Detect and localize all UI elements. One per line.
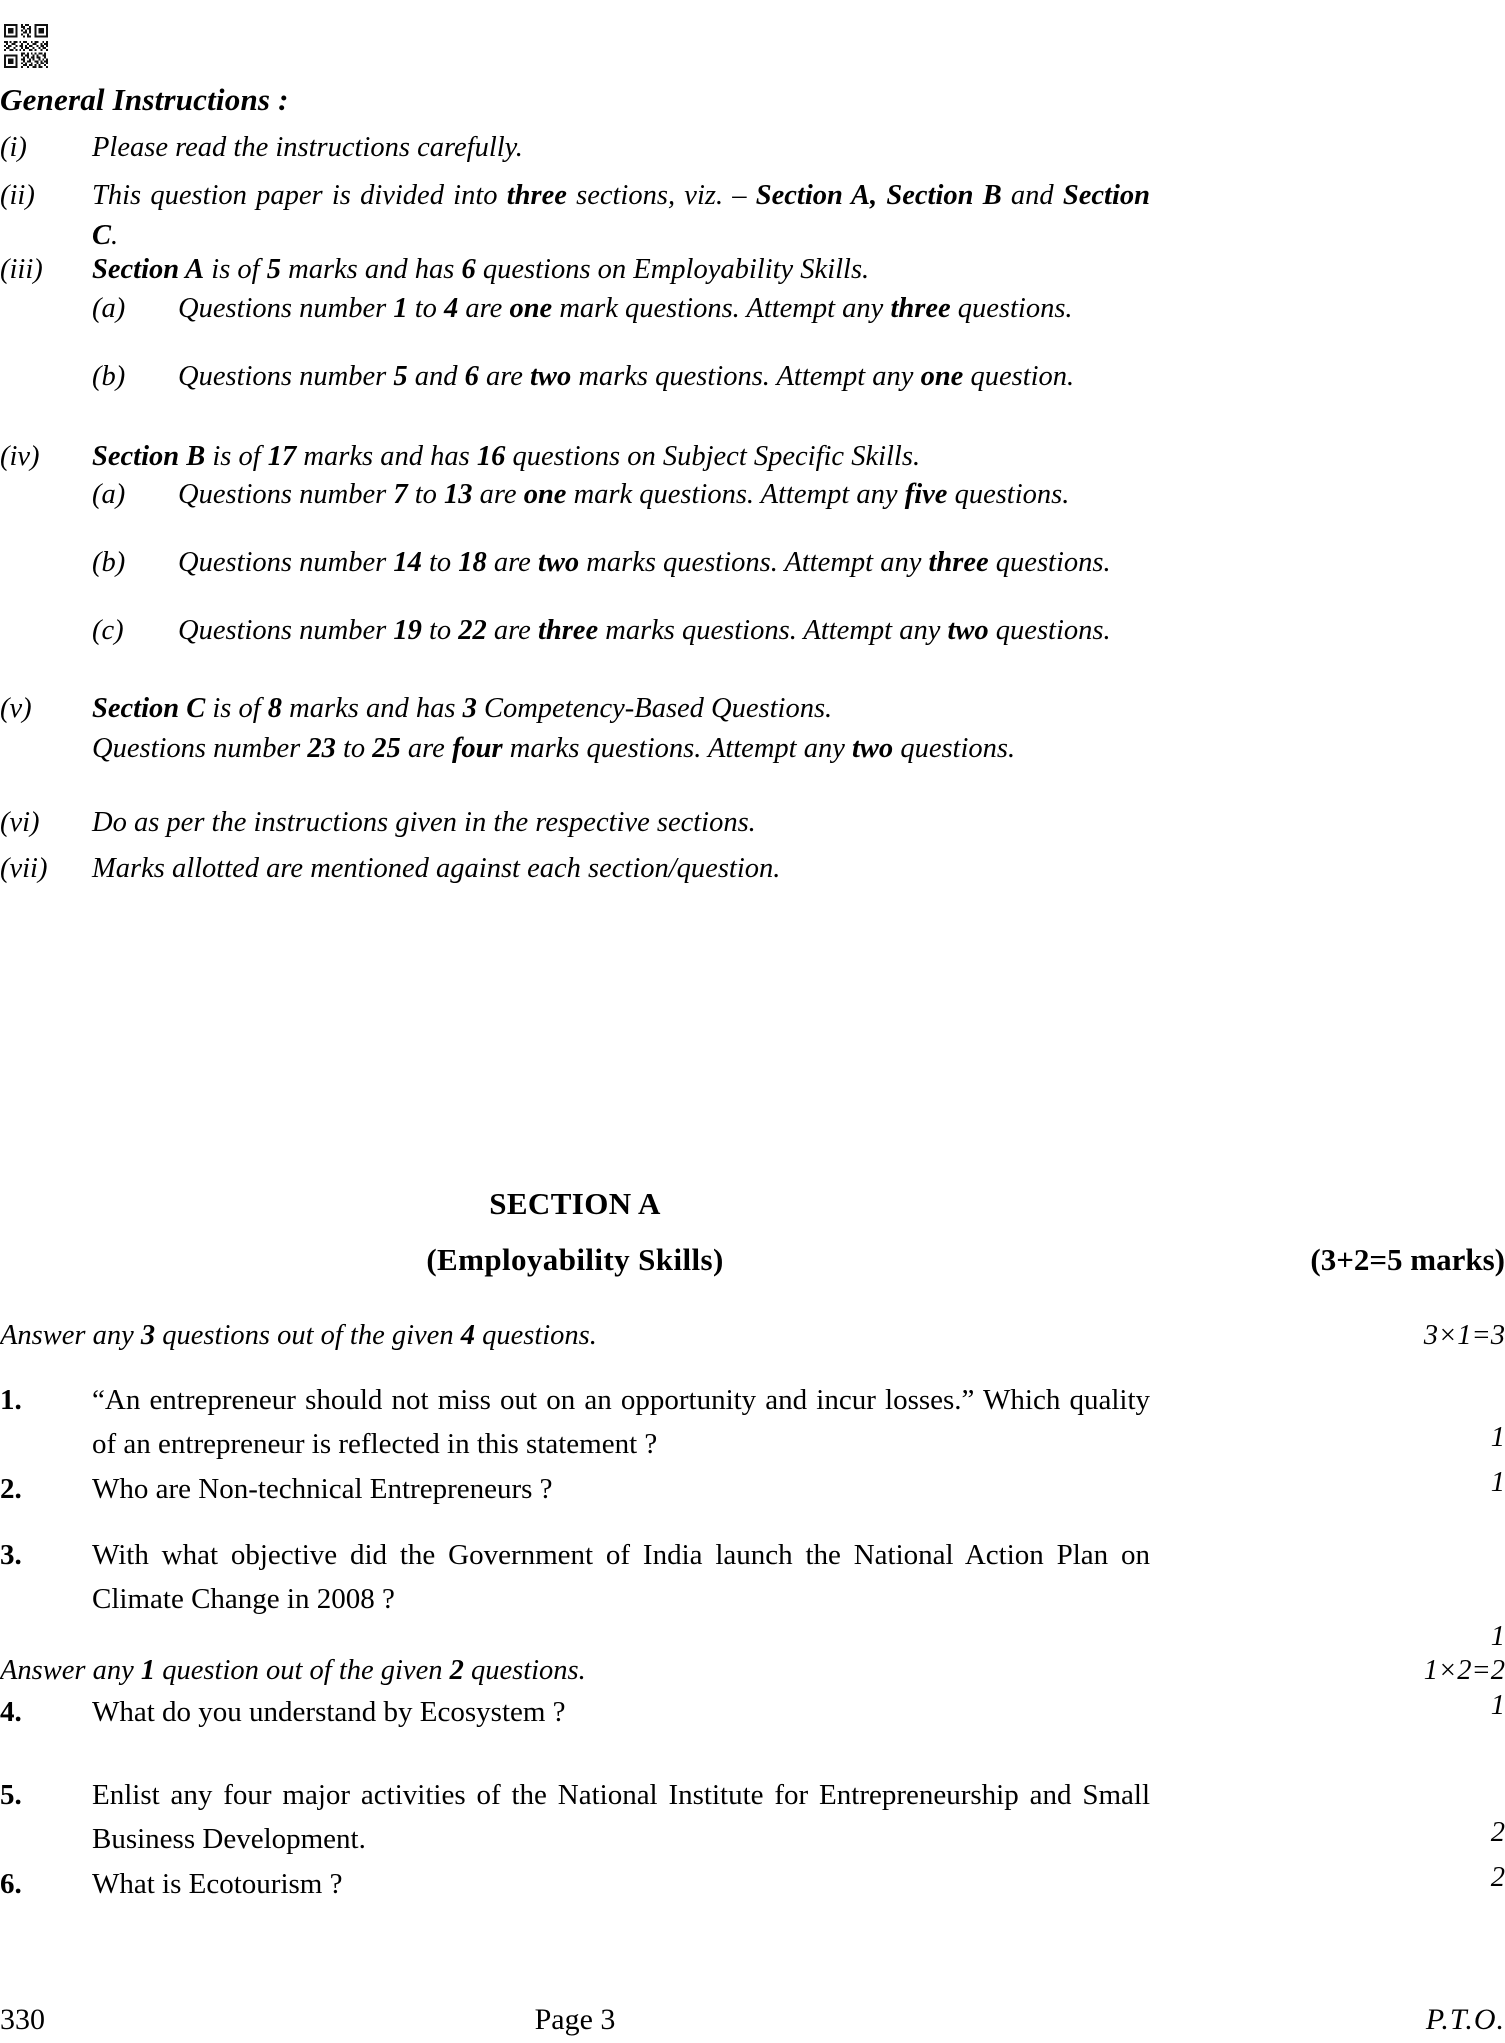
instruction-marker: (c) bbox=[92, 615, 124, 646]
instruction-marker: (b) bbox=[92, 547, 126, 578]
question-marks: 1 bbox=[1490, 1467, 1505, 1498]
instruction-item bbox=[92, 289, 1150, 329]
qr-code-icon bbox=[2, 22, 50, 70]
answer-weight: 1×2=2 bbox=[1423, 1655, 1505, 1686]
question-number: 1. bbox=[0, 1384, 22, 1416]
question-number: 2. bbox=[0, 1473, 22, 1505]
instruction-item bbox=[0, 128, 1150, 168]
instruction-marker: (b) bbox=[92, 361, 126, 392]
instruction-marker: (a) bbox=[92, 479, 126, 510]
instruction-item bbox=[0, 176, 1150, 256]
footer-page-number: Page 3 bbox=[534, 2003, 616, 2036]
instruction-text: This question paper is divided into three sections, viz. – Section A, Section B and Section C. bbox=[92, 180, 1150, 251]
question-text: “An entrepreneur should not miss out on an opportunity and incur losses.” Which quality of an entrepreneur is reflected in this statement ? bbox=[92, 1384, 1150, 1460]
instruction-item bbox=[0, 689, 1150, 769]
question-text: Who are Non-technical Entrepreneurs ? bbox=[92, 1473, 553, 1505]
question-marks: 1 bbox=[1490, 1621, 1505, 1652]
instruction-item bbox=[92, 611, 1150, 651]
instruction-marker: (a) bbox=[92, 293, 126, 324]
instruction-marker: (vi) bbox=[0, 807, 40, 838]
instruction-text: Section C is of 8 marks and has 3 Competency-Based Questions. Questions number 23 to 25 are four marks questions. Attempt any two questions. bbox=[92, 693, 1016, 764]
instruction-marker: (ii) bbox=[0, 180, 35, 211]
instruction-text: Please read the instructions carefully. bbox=[92, 132, 523, 163]
instruction-text: Section B is of 17 marks and has 16 questions on Subject Specific Skills. bbox=[92, 441, 921, 472]
answer-instruction: Answer any 3 questions out of the given 4 questions. bbox=[0, 1320, 597, 1351]
instruction-marker: (v) bbox=[0, 693, 32, 724]
section-heading: SECTION A bbox=[489, 1186, 661, 1221]
question-number: 6. bbox=[0, 1868, 22, 1900]
section-subtitle: (Employability Skills) bbox=[426, 1242, 724, 1277]
instruction-item bbox=[92, 543, 1150, 583]
instruction-text: Do as per the instructions given in the respective sections. bbox=[92, 807, 756, 838]
question-text: With what objective did the Government of India launch the National Action Plan on Climate Change in 2008 ? bbox=[92, 1539, 1150, 1615]
question-text: What do you understand by Ecosystem ? bbox=[92, 1696, 566, 1728]
answer-weight: 3×1=3 bbox=[1423, 1320, 1505, 1351]
footer-turn-over: P.T.O. bbox=[1425, 2003, 1505, 2036]
instruction-marker: (iv) bbox=[0, 441, 40, 472]
question-number: 5. bbox=[0, 1779, 22, 1811]
instruction-text: Questions number 5 and 6 are two marks questions. Attempt any one question. bbox=[178, 361, 1075, 392]
instruction-marker: (i) bbox=[0, 132, 27, 163]
instruction-item bbox=[92, 357, 1150, 397]
instruction-text: Marks allotted are mentioned against each section/question. bbox=[92, 853, 781, 884]
instruction-item bbox=[0, 250, 1150, 290]
instruction-item bbox=[92, 475, 1150, 515]
instruction-text: Questions number 1 to 4 are one mark questions. Attempt any three questions. bbox=[178, 293, 1073, 324]
instruction-marker: (iii) bbox=[0, 254, 43, 285]
question-number: 3. bbox=[0, 1539, 22, 1571]
instruction-text: Questions number 19 to 22 are three marks questions. Attempt any two questions. bbox=[178, 615, 1111, 646]
question-marks: 2 bbox=[1490, 1817, 1505, 1848]
page-footer bbox=[0, 2003, 1505, 2043]
question-marks: 2 bbox=[1490, 1862, 1505, 1893]
answer-instruction: Answer any 1 question out of the given 2 questions. bbox=[0, 1655, 586, 1686]
question-text: What is Ecotourism ? bbox=[92, 1868, 343, 1900]
footer-paper-code: 330 bbox=[0, 2003, 45, 2036]
instruction-text: Section A is of 5 marks and has 6 questions on Employability Skills. bbox=[92, 254, 870, 285]
instruction-text: Questions number 14 to 18 are two marks questions. Attempt any three questions. bbox=[178, 547, 1111, 578]
instruction-item bbox=[0, 437, 1150, 477]
question-text: Enlist any four major activities of the National Institute for Entrepreneurship and Small Business Development. bbox=[92, 1779, 1150, 1855]
general-instructions-title: General Instructions : bbox=[0, 82, 289, 117]
question-marks: 1 bbox=[1490, 1690, 1505, 1721]
instruction-item bbox=[0, 849, 1150, 889]
question-item bbox=[0, 1533, 1150, 1621]
instruction-text: Questions number 7 to 13 are one mark questions. Attempt any five questions. bbox=[178, 479, 1070, 510]
instruction-item bbox=[0, 803, 1150, 843]
question-marks: 1 bbox=[1490, 1422, 1505, 1453]
instruction-marker: (vii) bbox=[0, 853, 48, 884]
question-number: 4. bbox=[0, 1696, 22, 1728]
section-marks: (3+2=5 marks) bbox=[1310, 1242, 1505, 1277]
